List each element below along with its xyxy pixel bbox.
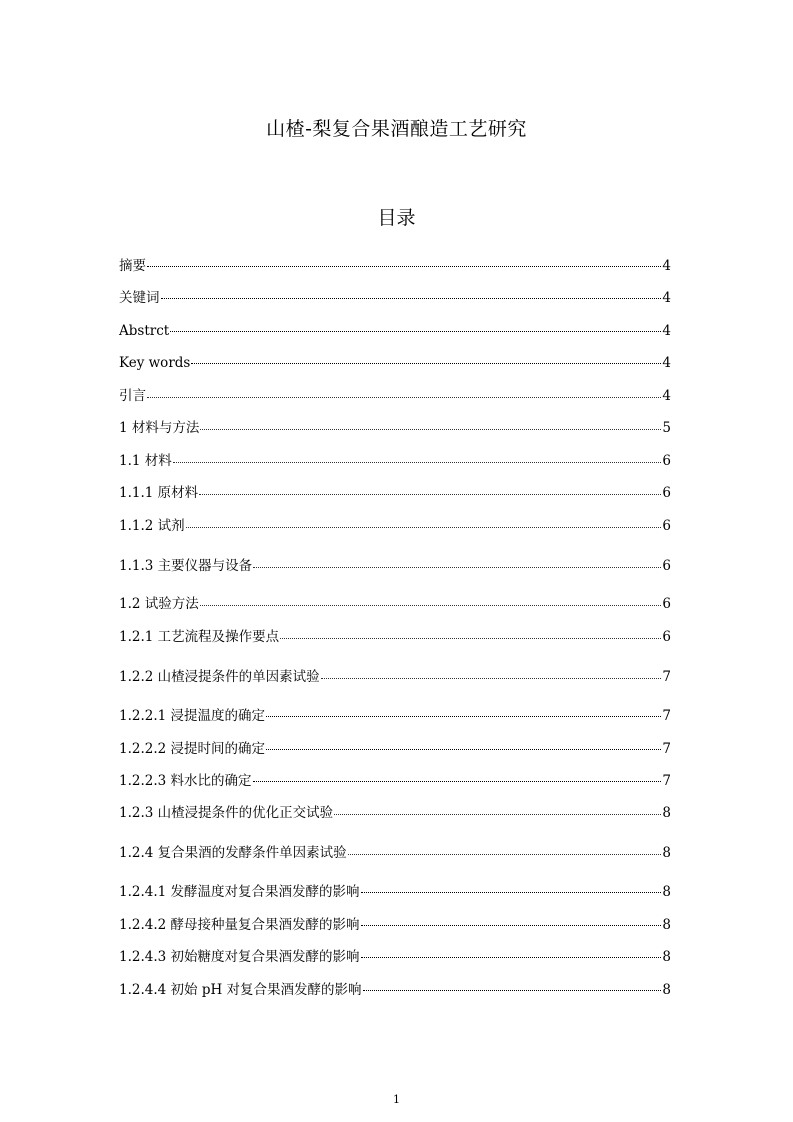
toc-entry [119, 843, 671, 863]
toc-entry [119, 667, 671, 687]
toc-entry-leader [200, 428, 661, 430]
toc-entry-page: 8 [662, 884, 671, 900]
toc-entry-leader [361, 891, 662, 893]
page-number: 1 [393, 1093, 400, 1106]
toc-entry-title: 1.1 材料 [119, 453, 172, 469]
toc-entry-leader [253, 566, 661, 568]
toc-entry-title: 1.2.2.3 料水比的确定 [119, 773, 252, 789]
toc-entry-title: 1.2.4.3 初始糖度对复合果酒发酵的影响 [119, 949, 360, 965]
toc-entry-leader [200, 604, 662, 606]
toc-entry-title: 关键词 [119, 290, 160, 306]
toc-heading: 目录 [377, 207, 416, 229]
toc-entry-page: 6 [662, 485, 671, 501]
toc-entry-title: 摘要 [119, 258, 146, 274]
toc-entry-leader [170, 330, 661, 332]
toc-entry-page: 6 [662, 518, 671, 534]
toc-entry [119, 627, 671, 647]
toc-entry-leader [147, 265, 661, 267]
toc-entry-page: 5 [662, 420, 671, 436]
toc-entry-page: 8 [662, 917, 671, 933]
toc-entry-title: 1.2.2 山楂浸提条件的单因素试验 [119, 669, 320, 685]
toc-entry-page: 4 [662, 290, 671, 306]
toc-entry-leader [191, 362, 661, 364]
toc-entry-page: 4 [662, 323, 671, 339]
toc-entry-page: 8 [662, 845, 671, 861]
toc-entry-title: 1.2.2.1 浸提温度的确定 [119, 708, 266, 724]
toc-entry-page: 8 [662, 949, 671, 965]
toc-entry-leader [321, 677, 662, 679]
toc-entry [119, 516, 671, 536]
toc-entry [119, 451, 671, 471]
toc-entry [119, 803, 671, 823]
toc-entry [119, 947, 671, 967]
toc-entry [119, 288, 671, 308]
toc-entry-page: 4 [662, 355, 671, 371]
toc-entry-page: 6 [662, 558, 671, 574]
toc-entry [119, 771, 671, 791]
toc-entry-leader [173, 461, 662, 463]
toc-entry-leader [199, 493, 661, 495]
toc-entry-page: 7 [662, 708, 671, 724]
toc-entry-title: 1.1.3 主要仪器与设备 [119, 558, 253, 574]
toc-entry [119, 353, 671, 373]
toc-entry [119, 915, 671, 935]
toc-entry-page: 4 [662, 258, 671, 274]
toc-entry-page: 7 [662, 669, 671, 685]
toc-entry-title: 1.2.4.1 发酵温度对复合果酒发酵的影响 [119, 884, 360, 900]
toc-entry-title: 1.2.1 工艺流程及操作要点 [119, 629, 280, 645]
toc-entry-leader [147, 396, 661, 398]
toc-entry-title: Key words [119, 355, 191, 371]
toc-entry-leader [334, 813, 661, 815]
toc-entry-page: 8 [662, 982, 671, 998]
toc-entry-title: 1.2 试验方法 [119, 596, 199, 612]
toc-entry-page: 7 [662, 741, 671, 757]
toc-entry-title: 1.2.3 山楂浸提条件的优化正交试验 [119, 805, 334, 821]
toc-entry-leader [280, 637, 661, 639]
toc-entry-leader [186, 526, 662, 528]
toc-entry-leader [266, 748, 661, 750]
toc-entry-title: 1.2.4 复合果酒的发酵条件单因素试验 [119, 845, 347, 861]
toc-entry-title: 1.2.4.2 酵母接种量复合果酒发酵的影响 [119, 917, 360, 933]
toc-entry-title: Abstrct [119, 323, 170, 339]
toc-entry-leader [253, 780, 662, 782]
toc-entry-title: 1 材料与方法 [119, 420, 200, 436]
toc-entry [119, 386, 671, 406]
toc-entry [119, 594, 671, 614]
toc-entry-title: 1.1.2 试剂 [119, 518, 185, 534]
toc-entry [119, 418, 671, 438]
toc-entry-leader [161, 297, 662, 299]
toc-entry-title: 1.2.2.2 浸提时间的确定 [119, 741, 266, 757]
toc-entry-page: 6 [662, 453, 671, 469]
toc-entry-page: 6 [662, 629, 671, 645]
document-title: 山楂-梨复合果酒酿造工艺研究 [266, 118, 527, 140]
toc-entry-leader [361, 956, 662, 958]
toc-entry-title: 1.2.4.4 初始 pH 对复合果酒发酵的影响 [119, 982, 362, 998]
toc-entry [119, 706, 671, 726]
toc-entry-page: 4 [662, 388, 671, 404]
toc-entry-leader [361, 924, 662, 926]
toc-entry-leader [266, 715, 661, 717]
toc-entry [119, 882, 671, 902]
toc-entry [119, 556, 671, 576]
toc-entry-title: 1.1.1 原材料 [119, 485, 199, 501]
toc-entry [119, 980, 671, 1000]
toc-entry-title: 引言 [119, 388, 146, 404]
toc-entry-leader [363, 989, 662, 991]
toc-entry-leader [348, 853, 662, 855]
toc-entry [119, 321, 671, 341]
toc-entry-page: 7 [662, 773, 671, 789]
toc-entry [119, 483, 671, 503]
toc-entry-page: 8 [662, 805, 671, 821]
toc-entry-page: 6 [662, 596, 671, 612]
toc-entry [119, 256, 671, 276]
toc-entry [119, 739, 671, 759]
